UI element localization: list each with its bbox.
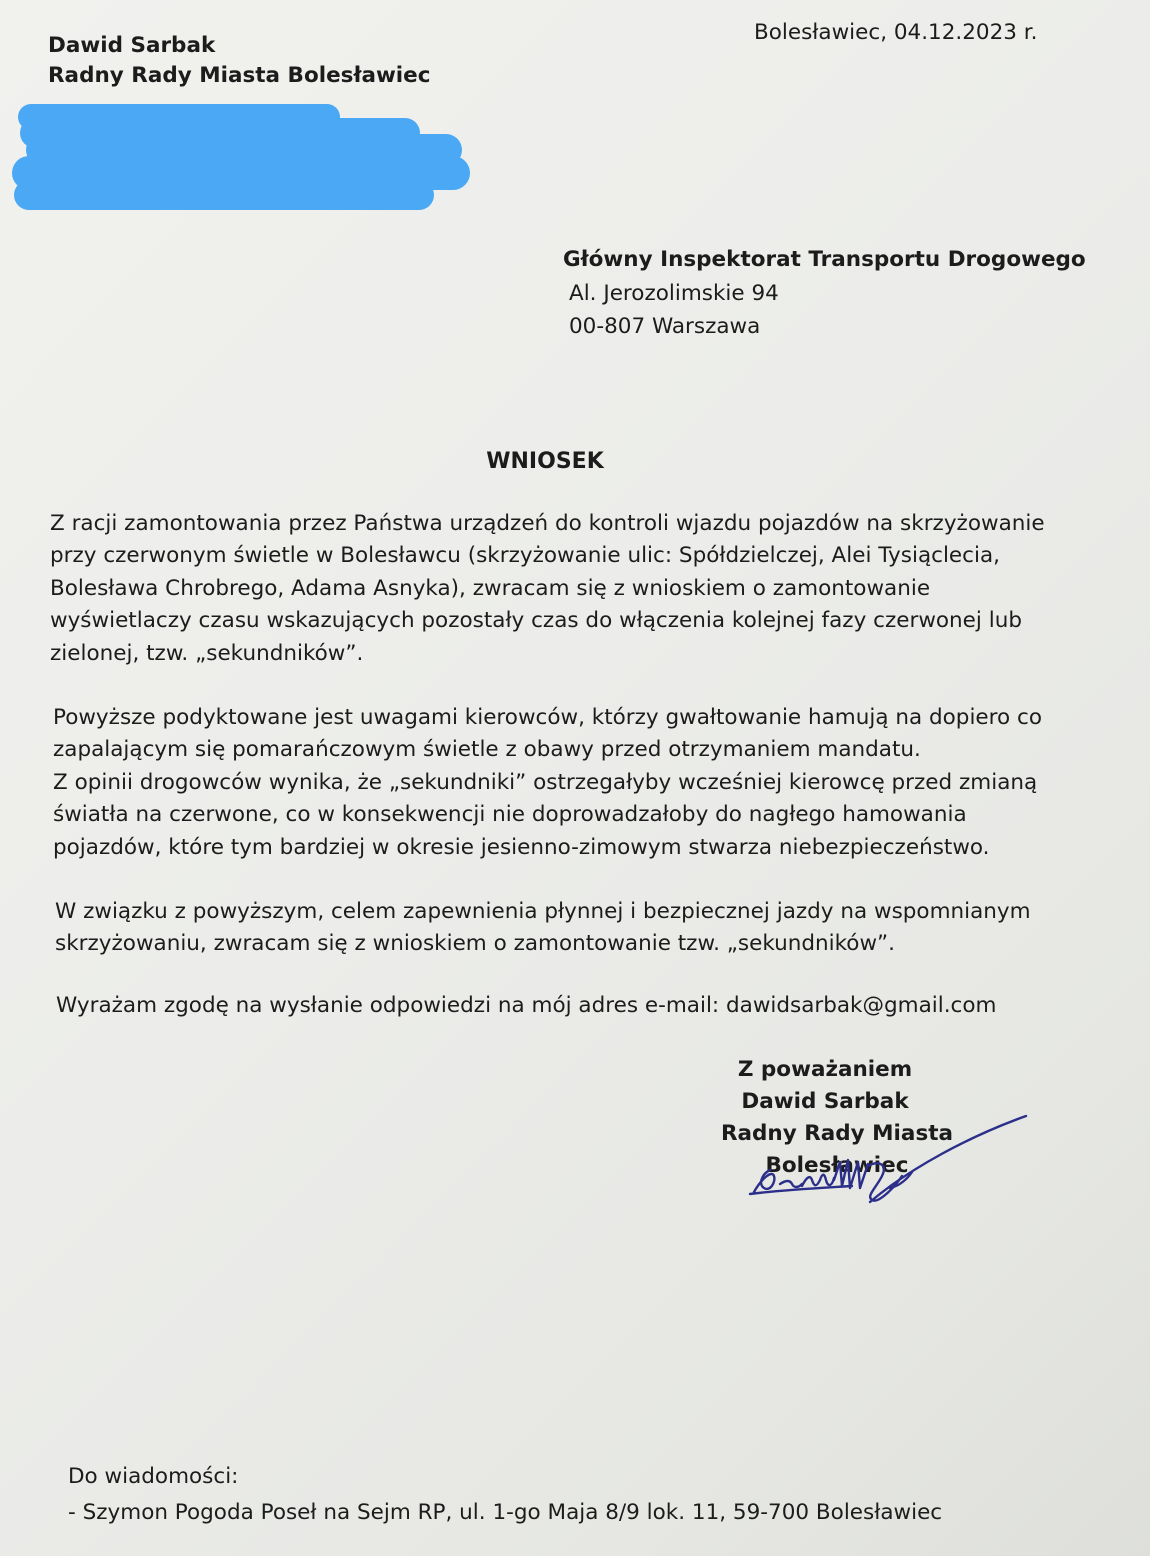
paragraph-line: zielonej, tzw. „sekundników”.: [50, 640, 364, 666]
recipient-city: 00-807 Warszawa: [569, 314, 761, 339]
place-date: Bolesławiec, 04.12.2023 r.: [754, 20, 1038, 45]
paragraph-line: pojazdów, które tym bardziej w okresie jesienno-zimowym stwarza niebezpieczeństwo.: [53, 834, 990, 860]
sender-role: Radny Rady Miasta Bolesławiec: [48, 63, 431, 88]
redaction-mark: [12, 100, 472, 220]
paragraph-line: Powyższe podyktowane jest uwagami kierowców, którzy gwałtowanie hamują na dopiero co: [53, 705, 1042, 730]
closing-role: Radny Rady Miasta Bolesławiec: [720, 1121, 954, 1178]
paragraph-1: [50, 508, 1046, 670]
paragraph-3: [55, 896, 1043, 961]
cc-label: Do wiadomości:: [68, 1464, 239, 1489]
closing-name: Dawid Sarbak: [741, 1089, 909, 1114]
paragraph-line: wyświetlaczy czasu wskazujących pozostały czas do włączenia kolejnej fazy czerwonej lub: [50, 608, 1022, 634]
paragraph-line: przy czerwonym świetle w Bolesławcu (skrzyżowanie ulic: Spółdzielczej, Alei Tysiąclecia,: [50, 543, 1000, 569]
paragraph-line: światła na czerwone, co w konsekwencji nie doprowadzałoby do nagłego hamowania: [53, 802, 967, 828]
sender-name: Dawid Sarbak: [48, 33, 216, 58]
recipient-name: Główny Inspektorat Transportu Drogowego: [563, 247, 1086, 272]
paragraph-4: Wyrażam zgodę na wysłanie odpowiedzi na mój adres e-mail: dawidsarbak@gmail.com: [56, 993, 997, 1018]
handwritten-signature: [740, 1108, 1040, 1218]
paragraph-line: Z racji zamontowania przez Państwa urządzeń do kontroli wjazdu pojazdów na skrzyżowanie: [50, 511, 1045, 536]
paragraph-line: zapalającym się pomarańczowym świetle z obawy przed otrzymaniem mandatu.: [53, 737, 921, 763]
paragraph-line: skrzyżowaniu, zwracam się z wnioskiem o zamontowanie tzw. „sekundników”.: [55, 931, 896, 957]
recipient-street: Al. Jerozolimskie 94: [569, 281, 779, 306]
paragraph-line: Bolesława Chrobrego, Adama Asnyka), zwracam się z wnioskiem o zamontowanie: [50, 575, 931, 601]
closing-salutation: Z poważaniem: [737, 1057, 913, 1082]
document-title: WNIOSEK: [486, 449, 604, 474]
paragraph-2: [53, 702, 1045, 864]
cc-item: - Szymon Pogoda Poseł na Sejm RP, ul. 1-go Maja 8/9 lok. 11, 59-700 Bolesławiec: [68, 1500, 943, 1525]
paragraph-line: W związku z powyższym, celem zapewnienia płynnej i bezpiecznej jazdy na wspomnianym: [55, 899, 1031, 924]
paragraph-line: Z opinii drogowców wynika, że „sekundniki” ostrzegałyby wcześniej kierowcę przed zmianą: [53, 769, 1038, 795]
